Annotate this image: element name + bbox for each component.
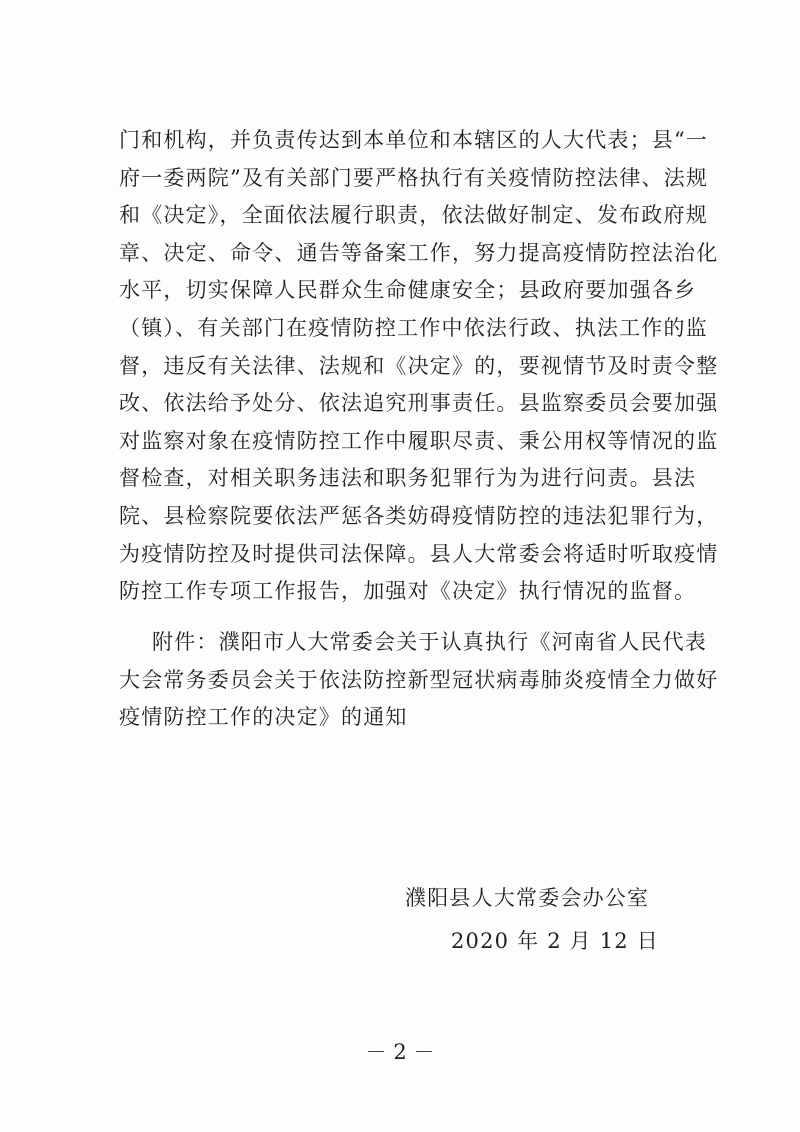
- attachment-paragraph: 附件：濮阳市人大常委会关于认真执行《河南省人民代表大会常务委员会关于依法防控新型冠状病毒肺炎疫情全力做好疫情防控工作的决定》的通知: [119, 630, 719, 730]
- body-paragraph: 门和机构，并负责传达到本单位和本辖区的人大代表；县“一府一委两院”及有关部门要严格执行有关疫情防控法律、法规和《决定》，全面依法履行职责，依法做好制定、发布政府规章、决定、命令、通告等备案工作，努力提高疫情防控法治化水平，切实保障人民群众生命健康安全；县政府要加强各乡（镇）、有关部门在疫情防控工作中依法行政、执法工作的监督，违反有关法律、法规和《决定》的，要视情节及时责令整改、依法给予处分、依法追究刑事责任。县监察委员会要加强对监察对象在疫情防控工作中履职尽责、秉公用权等情况的监督检查，对相关职务违法和职务犯罪行为为进行问责。县法院、县检察院要依法严惩各类妨碍疫情防控的违法犯罪行为，为疫情防控及时提供司法保障。县人大常委会将适时听取疫情防控工作专项工作报告，加强对《决定》执行情况的监督。: [119, 128, 719, 604]
- signature-organization: 濮阳县人大常委会办公室: [405, 886, 650, 910]
- page-number: － 2 －: [365, 1040, 435, 1064]
- signature-date: 2020 年 2 月 12 日: [451, 929, 659, 953]
